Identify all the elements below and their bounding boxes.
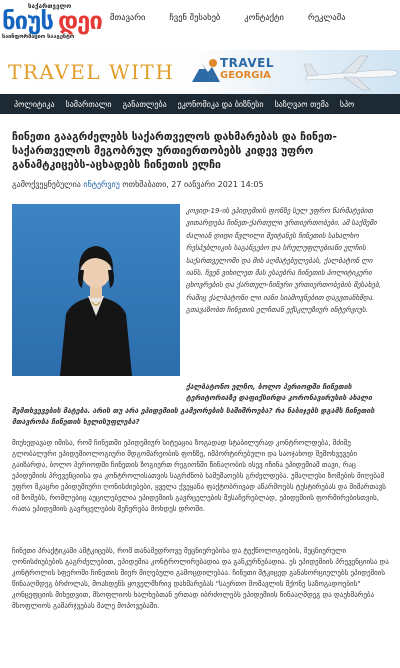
nav-maritime[interactable]: საზღვაო თემა <box>274 99 329 109</box>
top-nav-about[interactable]: ჩვენ შესახებ <box>169 13 221 23</box>
main-nav <box>0 94 400 114</box>
mountain-icon <box>192 58 220 84</box>
interview-question-part1: ქალბატონო ელჩო, ბოლო პერიოდში ჩინეთის ტერიტორიაზე დაფიქსირდა კორონავირუსის ახალი <box>186 383 373 402</box>
ambassador-photo-illustration <box>12 204 180 376</box>
site-header <box>0 0 400 44</box>
article-title: ჩინეთი გააგრძელებს საქართველოს დახმარებას და ჩინეთ-საქართველოს მეგობრულ ურთიერთობებს კიდევ უფრო განამტკიცებს-აცხადებს ჩინეთის ელჩი <box>12 131 337 171</box>
banner-georgia: GEORGIA <box>220 70 271 81</box>
top-nav-contact[interactable]: კონტაქტი <box>244 13 284 23</box>
logo-word-red: დეი <box>58 7 102 35</box>
article-lead: კოვიდ-19-ის ეპიდემიის ფონზე სულ უფრო წარმატებით ვითარდება ჩინეთ-ქართული ურთიერთობები. ამ საქმეში ძალიან დიდი წვლილი შეიტანეს ჩინეთის სახალხო რესპუბლიკის საგანგებო და სრულუფლებიანი ელჩის საქართველოში და მის აღმატებულებას, ქალბატონ ლი იანს. ჩვენ ვიხილეთ მას ესაუბრა ჩინეთის პოლიტიკური ცხოვრების და ქართულ-ჩინური ურთიერთობების შესახებ, რაშიც ქალბატონი ლი იანი სიამოვნებით დაგვთანხმდა. გთავაზობთ ჩინეთის ელჩთან ექსკლუზიურ ინტერვიუს. <box>186 207 381 315</box>
site-logo[interactable] <box>2 3 104 39</box>
top-nav <box>110 13 370 23</box>
meta-prefix: გამოქვეყნებულია <box>12 180 81 189</box>
logo-word-blue: ნიუს <box>2 7 53 35</box>
meta-category-link[interactable]: ინტერვიუ <box>83 180 120 189</box>
article-paragraph-1: მიუხედავად იმისა, რომ ჩინეთში ეპიდემიურ სიტუაცია ზოგადად სტაბილურად კონტროლდება, მძიმე გლობალური ეპიდემიოლოგიური მდგომარეობის ფონზე, იმპორტირებული და საოჯახოდ შემოხვევები გაიზარდა, ბოლო პერიოდში ჩინეთის ზოგიერთ რეგიონში წინაღობის ისევ იჩინა ეპიდემიამ თავი, რაც ეპიდემიის პრევენციისა და კონტროლისათვის საგრძნობ სამუშაოებს გრძელდება. უმაღლესი ზომების მიღებამ უფრო მკაცრი ეპიდემიური ღონისძიებები, ყველა ქვეყანა ფაქტობრივად აწარმოებს ტესტირებას და მიმართავს იმ ზომებს, რომლებიც აუცილებელია ეპიდემიის გავრცელების შესაჩერებლად, ეპიდემიის ფორმირებისთვის, რათა ეპიდემიის გავრცელების შეჩერება მოხდეს დროში. <box>12 439 386 513</box>
travel-banner[interactable] <box>0 50 400 94</box>
nav-sport[interactable]: სპო <box>339 99 355 109</box>
meta-date: ოთხშაბათი, 27 იანვარი 2021 14:05 <box>122 180 264 189</box>
ambassador-photo <box>12 204 180 376</box>
article-paragraph-2: ჩინეთი პრაქტიკაში ამტკიცებს, რომ თანამედროვე მეცნიერებისა და ტექნოლოგიების, მეცნიერული ღონისძიებების გაგრძელებით, ეპიდემია კონტროლირებადია და განკურნებადია. ეს ეპიდემიის პრევენციისა და კონტროლის სფეროში ჩინეთის მიერ მიღებული გამოცდილებაა. ჩინეთი მტკიცედ განახორციელებს ეპიდემიის წინააღმდეგ ბრძოლას, მოახდენს ყოველმხრივ დახმარებას "საერთო მომავლის მქონე საზოგადოების" კონცეფციის მიხედვით, მსოფლიოს ხალხებთან ერთად იბრძოლებს ეპიდემიის წინააღმდეგ და დაეხმარება მსოფლიოს გამარჯვებას მალე მოპოვებაში. <box>12 547 389 610</box>
banner-travel-with: TRAVEL WITH <box>8 60 175 84</box>
banner-travel: TRAVEL <box>220 56 275 70</box>
nav-politics[interactable]: პოლიტიკა <box>14 99 55 109</box>
article-meta <box>12 180 264 189</box>
top-nav-ads[interactable]: რეკლამა <box>307 13 346 23</box>
logo-tagline: საინფორმაციო სააგენტო <box>2 34 75 40</box>
nav-education[interactable]: განათლება <box>122 99 167 109</box>
top-nav-home[interactable]: მთავარი <box>110 13 146 23</box>
nav-law[interactable]: სამართალი <box>65 99 112 109</box>
interview-question-part2: შემთხვევების მატება. არის თუ არა ეპიდემიის გამეორების საშიშროება? რა ნაბიჯებს დგამს ჩინეთის მთავრობა ჩინეთის ხელისუფლება? <box>12 407 375 426</box>
travel-georgia-logo <box>192 56 282 86</box>
airplane-icon <box>300 52 400 92</box>
logo-small-text: საქართველო <box>28 3 72 10</box>
nav-economy-business[interactable]: ეკონომიკა და ბიზნესი <box>177 99 264 109</box>
